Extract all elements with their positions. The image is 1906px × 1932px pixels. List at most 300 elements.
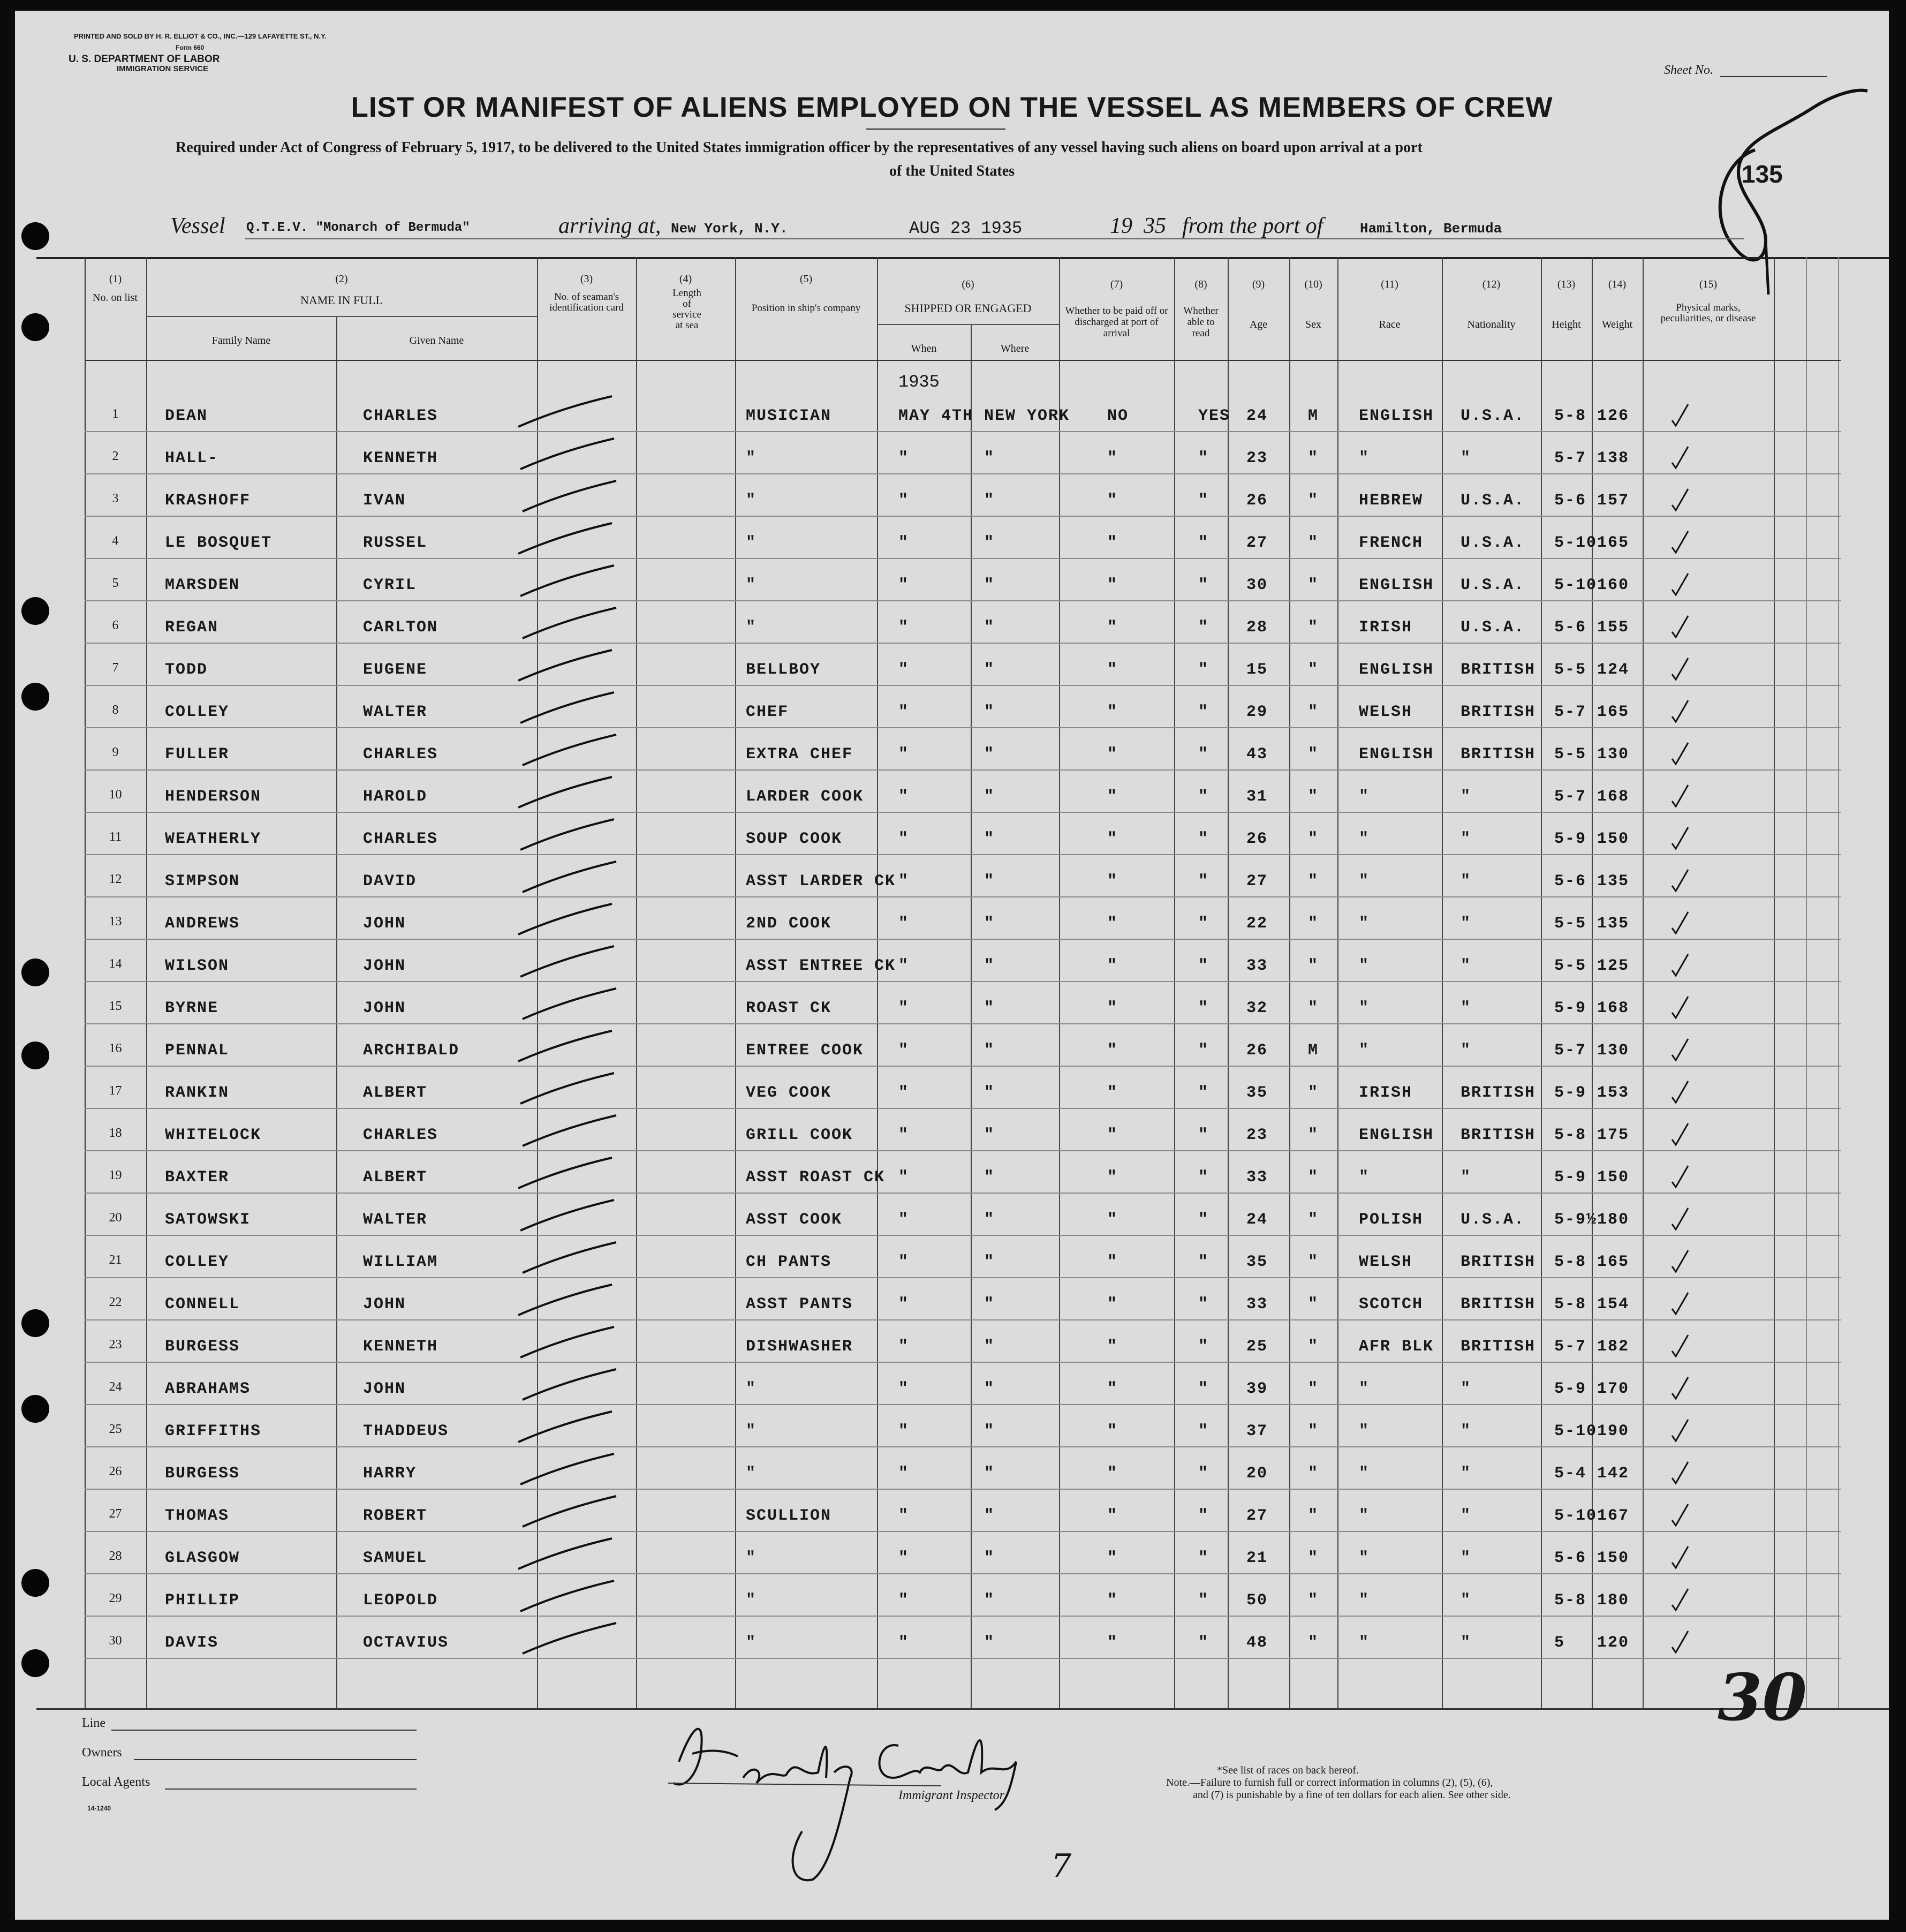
- row-number: 25: [109, 1422, 122, 1436]
- row-number: 4: [112, 534, 119, 548]
- family-name-cell: REGAN: [165, 618, 219, 637]
- col-line: [1228, 257, 1229, 1708]
- race-cell: ": [1359, 1422, 1370, 1440]
- shipped-where-cell: ": [984, 745, 995, 764]
- col-num: (8): [1194, 278, 1207, 290]
- paid-off-cell: ": [1107, 661, 1118, 679]
- age-cell: 26: [1246, 1042, 1268, 1060]
- weight-cell: 165: [1597, 534, 1630, 552]
- sex-cell: ": [1308, 1507, 1319, 1525]
- check-mark: [1669, 1417, 1691, 1444]
- race-cell: ": [1359, 999, 1370, 1017]
- paid-off-cell: ": [1107, 957, 1118, 975]
- card-slash-mark: [517, 859, 624, 896]
- col-line: [1059, 257, 1060, 1708]
- row-rule: [85, 854, 1841, 855]
- nationality-cell: BRITISH: [1461, 1253, 1536, 1271]
- age-cell: 35: [1246, 1084, 1268, 1102]
- position-cell: ENTREE COOK: [746, 1042, 864, 1060]
- height-cell: 5-5: [1554, 661, 1587, 679]
- given-name-cell: JOHN: [363, 957, 406, 975]
- weight-cell: 165: [1597, 1253, 1630, 1271]
- card-slash-mark: [517, 478, 624, 516]
- col-line: [636, 257, 637, 1708]
- footer-agents-label: Local Agents: [82, 1775, 150, 1789]
- shipped-when-cell: ": [898, 661, 910, 679]
- row-number: 1: [112, 407, 119, 421]
- check-mark: [1669, 613, 1691, 640]
- row-number: 26: [109, 1465, 122, 1478]
- weight-cell: 180: [1597, 1211, 1630, 1229]
- nationality-cell: ": [1461, 1042, 1472, 1060]
- sex-cell: ": [1308, 1422, 1319, 1440]
- given-name-cell: ALBERT: [363, 1168, 428, 1187]
- col-num: (15): [1699, 278, 1718, 290]
- check-mark: [1669, 402, 1691, 428]
- paid-off-cell: ": [1107, 1211, 1118, 1229]
- family-name-cell: LE BOSQUET: [165, 534, 273, 552]
- row-number: 12: [109, 872, 122, 886]
- col-header-age: Age: [1249, 319, 1268, 330]
- nationality-cell: U.S.A.: [1461, 618, 1525, 637]
- height-cell: 5-7: [1554, 788, 1587, 806]
- col-header-name: NAME IN FULL: [300, 293, 383, 307]
- race-cell: AFR BLK: [1359, 1338, 1434, 1356]
- position-cell: ": [746, 1549, 757, 1567]
- col-num: (9): [1252, 278, 1265, 290]
- col-header-weight: Weight: [1601, 319, 1633, 330]
- race-cell: ENGLISH: [1359, 576, 1434, 594]
- year-suffix: 35: [1144, 214, 1166, 238]
- family-name-cell: HENDERSON: [165, 788, 262, 806]
- age-cell: 30: [1246, 576, 1268, 594]
- col-header-race: Race: [1379, 319, 1401, 330]
- paid-off-cell: ": [1107, 745, 1118, 764]
- nationality-cell: ": [1461, 1422, 1472, 1440]
- age-cell: 26: [1246, 830, 1268, 848]
- shipped-when-cell: ": [898, 788, 910, 806]
- shipped-when-cell: ": [898, 1084, 910, 1102]
- card-slash-mark: [515, 1070, 622, 1108]
- able-to-read-cell: ": [1198, 1211, 1209, 1229]
- sex-cell: ": [1308, 872, 1319, 890]
- col-header-given: Given Name: [409, 335, 464, 346]
- footer-line-rule: [111, 1730, 417, 1731]
- shipped-where-cell: ": [984, 1380, 995, 1398]
- col-line: [1337, 257, 1338, 1708]
- weight-cell: 135: [1597, 915, 1630, 933]
- sex-cell: ": [1308, 788, 1319, 806]
- age-cell: 23: [1246, 449, 1268, 467]
- row-rule: [85, 1573, 1841, 1574]
- shipped-where-cell: ": [984, 830, 995, 848]
- able-to-read-cell: ": [1198, 618, 1209, 637]
- paid-off-cell: ": [1107, 1380, 1118, 1398]
- age-cell: 28: [1246, 618, 1268, 637]
- check-mark: [1669, 698, 1691, 724]
- footer-agents-rule: [165, 1788, 417, 1790]
- family-name-cell: HALL-: [165, 449, 219, 467]
- height-cell: 5: [1554, 1634, 1565, 1652]
- row-rule: [85, 1531, 1841, 1532]
- row-number: 20: [109, 1211, 122, 1225]
- given-name-cell: JOHN: [363, 1380, 406, 1398]
- sex-cell: ": [1308, 449, 1319, 467]
- family-name-cell: MARSDEN: [165, 576, 240, 594]
- height-cell: 5-9: [1554, 1084, 1587, 1102]
- row-number: 19: [109, 1168, 122, 1182]
- row-number: 15: [109, 999, 122, 1013]
- card-slash-mark: [515, 1324, 622, 1362]
- col-line: [336, 316, 337, 1708]
- handwritten-sheet-mark: [1675, 86, 1878, 300]
- race-cell: HEBREW: [1359, 492, 1424, 510]
- sex-cell: ": [1308, 1126, 1319, 1144]
- sex-cell: ": [1308, 661, 1319, 679]
- family-name-cell: BYRNE: [165, 999, 219, 1017]
- col-header-height: Height: [1552, 319, 1581, 330]
- col-num: (5): [799, 273, 813, 285]
- position-cell: SOUP COOK: [746, 830, 843, 848]
- shipped-when-cell: ": [898, 957, 910, 975]
- inspector-label: Immigrant Inspector: [898, 1788, 1004, 1802]
- race-cell: WELSH: [1359, 703, 1413, 721]
- col-num: (7): [1110, 278, 1123, 290]
- row-number: 23: [109, 1338, 122, 1352]
- nationality-cell: ": [1461, 1591, 1472, 1610]
- family-name-cell: BURGESS: [165, 1465, 240, 1483]
- given-name-cell: CHARLES: [363, 407, 438, 425]
- shipped-where-cell: ": [984, 1422, 995, 1440]
- given-name-cell: CARLTON: [363, 618, 438, 637]
- able-to-read-cell: ": [1198, 1634, 1209, 1652]
- sheet-no-line: [1720, 76, 1827, 77]
- check-mark: [1669, 1078, 1691, 1105]
- check-mark: [1669, 952, 1691, 978]
- page-title: LIST OR MANIFEST OF ALIENS EMPLOYED ON THE VESSEL AS MEMBERS OF CREW: [351, 92, 1553, 123]
- handwritten-mark: 7: [1051, 1847, 1072, 1885]
- given-name-cell: KENNETH: [363, 1338, 438, 1356]
- check-mark: [1669, 1205, 1691, 1232]
- col-header-length: Length of service at sea: [672, 288, 701, 331]
- arriving-port: New York, N.Y.: [671, 221, 788, 237]
- card-slash-mark: [515, 1578, 622, 1616]
- nationality-cell: ": [1461, 1507, 1472, 1525]
- race-cell: ENGLISH: [1359, 661, 1434, 679]
- shipped-where-cell: ": [984, 788, 995, 806]
- card-slash-mark: [513, 1282, 620, 1319]
- race-cell: ENGLISH: [1359, 407, 1434, 425]
- race-cell: ": [1359, 915, 1370, 933]
- paid-off-cell: ": [1107, 1634, 1118, 1652]
- col-header-where: Where: [1000, 343, 1030, 354]
- row-rule: [85, 1193, 1841, 1194]
- shipped-when-cell: ": [898, 703, 910, 721]
- age-cell: 27: [1246, 872, 1268, 890]
- race-cell: ENGLISH: [1359, 1126, 1434, 1144]
- row-rule: [85, 1150, 1841, 1151]
- shipped-when-cell: ": [898, 1380, 910, 1398]
- height-cell: 5-9: [1554, 830, 1587, 848]
- row-number: 9: [112, 745, 119, 759]
- family-name-cell: PENNAL: [165, 1042, 230, 1060]
- races-note: *See list of races on back hereof.: [1217, 1764, 1359, 1776]
- position-cell: ASST PANTS: [746, 1295, 853, 1314]
- sex-cell: ": [1308, 999, 1319, 1017]
- family-name-cell: RANKIN: [165, 1084, 230, 1102]
- race-cell: ": [1359, 449, 1370, 467]
- able-to-read-cell: ": [1198, 449, 1209, 467]
- weight-cell: 153: [1597, 1084, 1630, 1102]
- card-slash-mark: [515, 817, 622, 854]
- sex-cell: M: [1308, 1042, 1319, 1060]
- age-cell: 21: [1246, 1549, 1268, 1567]
- shipped-where-cell: ": [984, 576, 995, 594]
- given-name-cell: EUGENE: [363, 661, 428, 679]
- given-name-cell: CYRIL: [363, 576, 417, 594]
- family-name-cell: BAXTER: [165, 1168, 230, 1187]
- shipped-when-cell: ": [898, 1549, 910, 1567]
- able-to-read-cell: ": [1198, 534, 1209, 552]
- row-rule: [85, 1362, 1841, 1363]
- sex-cell: ": [1308, 1168, 1319, 1187]
- row-rule: [85, 1658, 1841, 1659]
- given-name-cell: WILLIAM: [363, 1253, 438, 1271]
- binder-hole: [21, 313, 49, 341]
- age-cell: 20: [1246, 1465, 1268, 1483]
- height-cell: 5-7: [1554, 449, 1587, 467]
- card-slash-mark: [513, 1155, 620, 1193]
- nationality-cell: U.S.A.: [1461, 534, 1525, 552]
- given-name-cell: CHARLES: [363, 1126, 438, 1144]
- col-line: [735, 257, 736, 1708]
- position-cell: ASST ROAST CK: [746, 1168, 886, 1187]
- race-cell: ": [1359, 1042, 1370, 1060]
- check-mark: [1669, 1459, 1691, 1486]
- card-slash-mark: [515, 436, 622, 473]
- paid-off-cell: ": [1107, 492, 1118, 510]
- age-cell: 33: [1246, 1295, 1268, 1314]
- height-cell: 5-8: [1554, 1253, 1587, 1271]
- position-cell: ASST ENTREE CK: [746, 957, 896, 975]
- shipped-when-cell: ": [898, 534, 910, 552]
- binder-hole: [21, 222, 49, 250]
- age-cell: 43: [1246, 745, 1268, 764]
- nationality-cell: ": [1461, 1465, 1472, 1483]
- paid-off-cell: ": [1107, 703, 1118, 721]
- shipped-where-cell: ": [984, 872, 995, 890]
- card-slash-mark: [513, 1536, 620, 1573]
- check-mark: [1669, 529, 1691, 555]
- family-name-cell: KRASHOFF: [165, 492, 251, 510]
- shipped-when-cell: ": [898, 1253, 910, 1271]
- manifest-sheet: [15, 11, 1889, 1920]
- position-cell: LARDER COOK: [746, 788, 864, 806]
- subtitle-line1: Required under Act of Congress of February 5, 1917, to be delivered to the United States immigration officer by the representatives of any vessel having such aliens on board upon arrival at a port: [176, 139, 1423, 156]
- nationality-cell: BRITISH: [1461, 1338, 1536, 1356]
- shipped-when-cell: ": [898, 872, 910, 890]
- row-rule: [85, 1616, 1841, 1617]
- sex-cell: ": [1308, 703, 1319, 721]
- weight-cell: 125: [1597, 957, 1630, 975]
- race-cell: ": [1359, 957, 1370, 975]
- height-cell: 5-6: [1554, 618, 1587, 637]
- weight-cell: 190: [1597, 1422, 1630, 1440]
- given-name-cell: KENNETH: [363, 449, 438, 467]
- weight-cell: 157: [1597, 492, 1630, 510]
- given-name-cell: CHARLES: [363, 745, 438, 764]
- sex-cell: ": [1308, 576, 1319, 594]
- race-cell: ": [1359, 1549, 1370, 1567]
- nationality-cell: U.S.A.: [1461, 407, 1525, 425]
- nationality-cell: U.S.A.: [1461, 492, 1525, 510]
- paid-off-cell: ": [1107, 1549, 1118, 1567]
- race-cell: ENGLISH: [1359, 745, 1434, 764]
- check-mark: [1669, 1375, 1691, 1401]
- shipped-when-cell: ": [898, 1168, 910, 1187]
- shipped-where-cell: ": [984, 1253, 995, 1271]
- shipped-when-cell: ": [898, 618, 910, 637]
- row-rule: [85, 516, 1841, 517]
- age-cell: 33: [1246, 957, 1268, 975]
- height-cell: 5-8: [1554, 1295, 1587, 1314]
- able-to-read-cell: ": [1198, 745, 1209, 764]
- nationality-cell: ": [1461, 830, 1472, 848]
- weight-cell: 165: [1597, 703, 1630, 721]
- paid-off-cell: ": [1107, 788, 1118, 806]
- position-cell: ": [746, 449, 757, 467]
- family-name-cell: SIMPSON: [165, 872, 240, 890]
- paid-off-cell: ": [1107, 534, 1118, 552]
- shipped-when-cell: ": [898, 830, 910, 848]
- age-cell: 24: [1246, 1211, 1268, 1229]
- footer-form-code: 14-1240: [87, 1805, 111, 1812]
- position-cell: ": [746, 1465, 757, 1483]
- nationality-cell: ": [1461, 449, 1472, 467]
- weight-cell: 124: [1597, 661, 1630, 679]
- card-slash-mark: [515, 1451, 622, 1489]
- row-number: 22: [109, 1295, 122, 1309]
- height-cell: 5-10: [1554, 1507, 1598, 1525]
- paid-off-cell: ": [1107, 1126, 1118, 1144]
- position-cell: ": [746, 1634, 757, 1652]
- able-to-read-cell: ": [1198, 1084, 1209, 1102]
- shipped-when-cell: ": [898, 449, 910, 467]
- footer-line-label: Line: [82, 1716, 105, 1730]
- paid-off-cell: ": [1107, 1507, 1118, 1525]
- paid-off-cell: ": [1107, 1253, 1118, 1271]
- row-number: 10: [109, 788, 122, 802]
- nationality-cell: ": [1461, 1634, 1472, 1652]
- check-mark: [1669, 1544, 1691, 1571]
- row-number: 21: [109, 1253, 122, 1267]
- shipped-when-cell: ": [898, 492, 910, 510]
- sex-cell: ": [1308, 1634, 1319, 1652]
- able-to-read-cell: ": [1198, 957, 1209, 975]
- nationality-cell: ": [1461, 1168, 1472, 1187]
- nationality-cell: ": [1461, 999, 1472, 1017]
- position-cell: SCULLION: [746, 1507, 832, 1525]
- card-slash-mark: [513, 774, 620, 812]
- family-name-cell: CONNELL: [165, 1295, 240, 1314]
- position-cell: ": [746, 1422, 757, 1440]
- card-slash-mark: [513, 901, 620, 939]
- paid-off-cell: ": [1107, 999, 1118, 1017]
- card-slash-mark: [513, 1409, 620, 1446]
- given-name-cell: CHARLES: [363, 830, 438, 848]
- col-line: [1592, 257, 1593, 1708]
- family-name-cell: ABRAHAMS: [165, 1380, 251, 1398]
- vessel-name: Q.T.E.V. "Monarch of Bermuda": [246, 221, 470, 235]
- weight-cell: 182: [1597, 1338, 1630, 1356]
- race-cell: SCOTCH: [1359, 1295, 1424, 1314]
- height-cell: 5-8: [1554, 1591, 1587, 1610]
- shipped-when-cell: ": [898, 915, 910, 933]
- shipped-where-cell: ": [984, 1338, 995, 1356]
- col-line: [1174, 257, 1175, 1708]
- row-rule: [85, 600, 1841, 601]
- age-cell: 39: [1246, 1380, 1268, 1398]
- shipped-when-cell: ": [898, 1591, 910, 1610]
- col-num: (2): [335, 273, 348, 285]
- table-top-rule: [36, 257, 1889, 259]
- paid-off-cell: ": [1107, 1042, 1118, 1060]
- shipped-when-cell: ": [898, 1042, 910, 1060]
- nationality-cell: ": [1461, 957, 1472, 975]
- col-line: [146, 257, 147, 1708]
- card-slash-mark: [517, 1113, 624, 1150]
- paid-off-cell: ": [1107, 618, 1118, 637]
- footer-owners-rule: [134, 1759, 417, 1760]
- paid-off-cell: ": [1107, 830, 1118, 848]
- weight-cell: 170: [1597, 1380, 1630, 1398]
- col-line: [1838, 257, 1839, 1708]
- col-num: (13): [1557, 278, 1576, 290]
- weight-cell: 168: [1597, 788, 1630, 806]
- row-number: 16: [109, 1042, 122, 1055]
- nationality-cell: BRITISH: [1461, 1295, 1536, 1314]
- check-mark: [1669, 1628, 1691, 1655]
- paid-off-cell: NO: [1107, 407, 1129, 425]
- sheet-no-label: Sheet No.: [1664, 63, 1713, 77]
- able-to-read-cell: ": [1198, 788, 1209, 806]
- family-name-cell: GLASGOW: [165, 1549, 240, 1567]
- race-cell: ": [1359, 872, 1370, 890]
- nationality-cell: ": [1461, 1380, 1472, 1398]
- shipped-where-cell: ": [984, 1507, 995, 1525]
- card-slash-mark: [517, 1240, 624, 1277]
- family-name-cell: SATOWSKI: [165, 1211, 251, 1229]
- sex-cell: M: [1308, 407, 1319, 425]
- given-name-cell: IVAN: [363, 492, 406, 510]
- card-slash-mark: [515, 944, 622, 981]
- weight-cell: 150: [1597, 830, 1630, 848]
- check-mark: [1669, 740, 1691, 767]
- check-mark: [1669, 1163, 1691, 1190]
- year-prefix: 19: [1110, 214, 1132, 238]
- col-num: (6): [962, 278, 974, 290]
- position-cell: MUSICIAN: [746, 407, 832, 425]
- able-to-read-cell: ": [1198, 830, 1209, 848]
- age-cell: 27: [1246, 534, 1268, 552]
- weight-cell: 180: [1597, 1591, 1630, 1610]
- shipped-where-cell: ": [984, 999, 995, 1017]
- nationality-cell: ": [1461, 872, 1472, 890]
- height-cell: 5-6: [1554, 492, 1587, 510]
- row-number: 27: [109, 1507, 122, 1521]
- col-line: [1806, 257, 1807, 1708]
- from-label: from the port of: [1182, 214, 1323, 238]
